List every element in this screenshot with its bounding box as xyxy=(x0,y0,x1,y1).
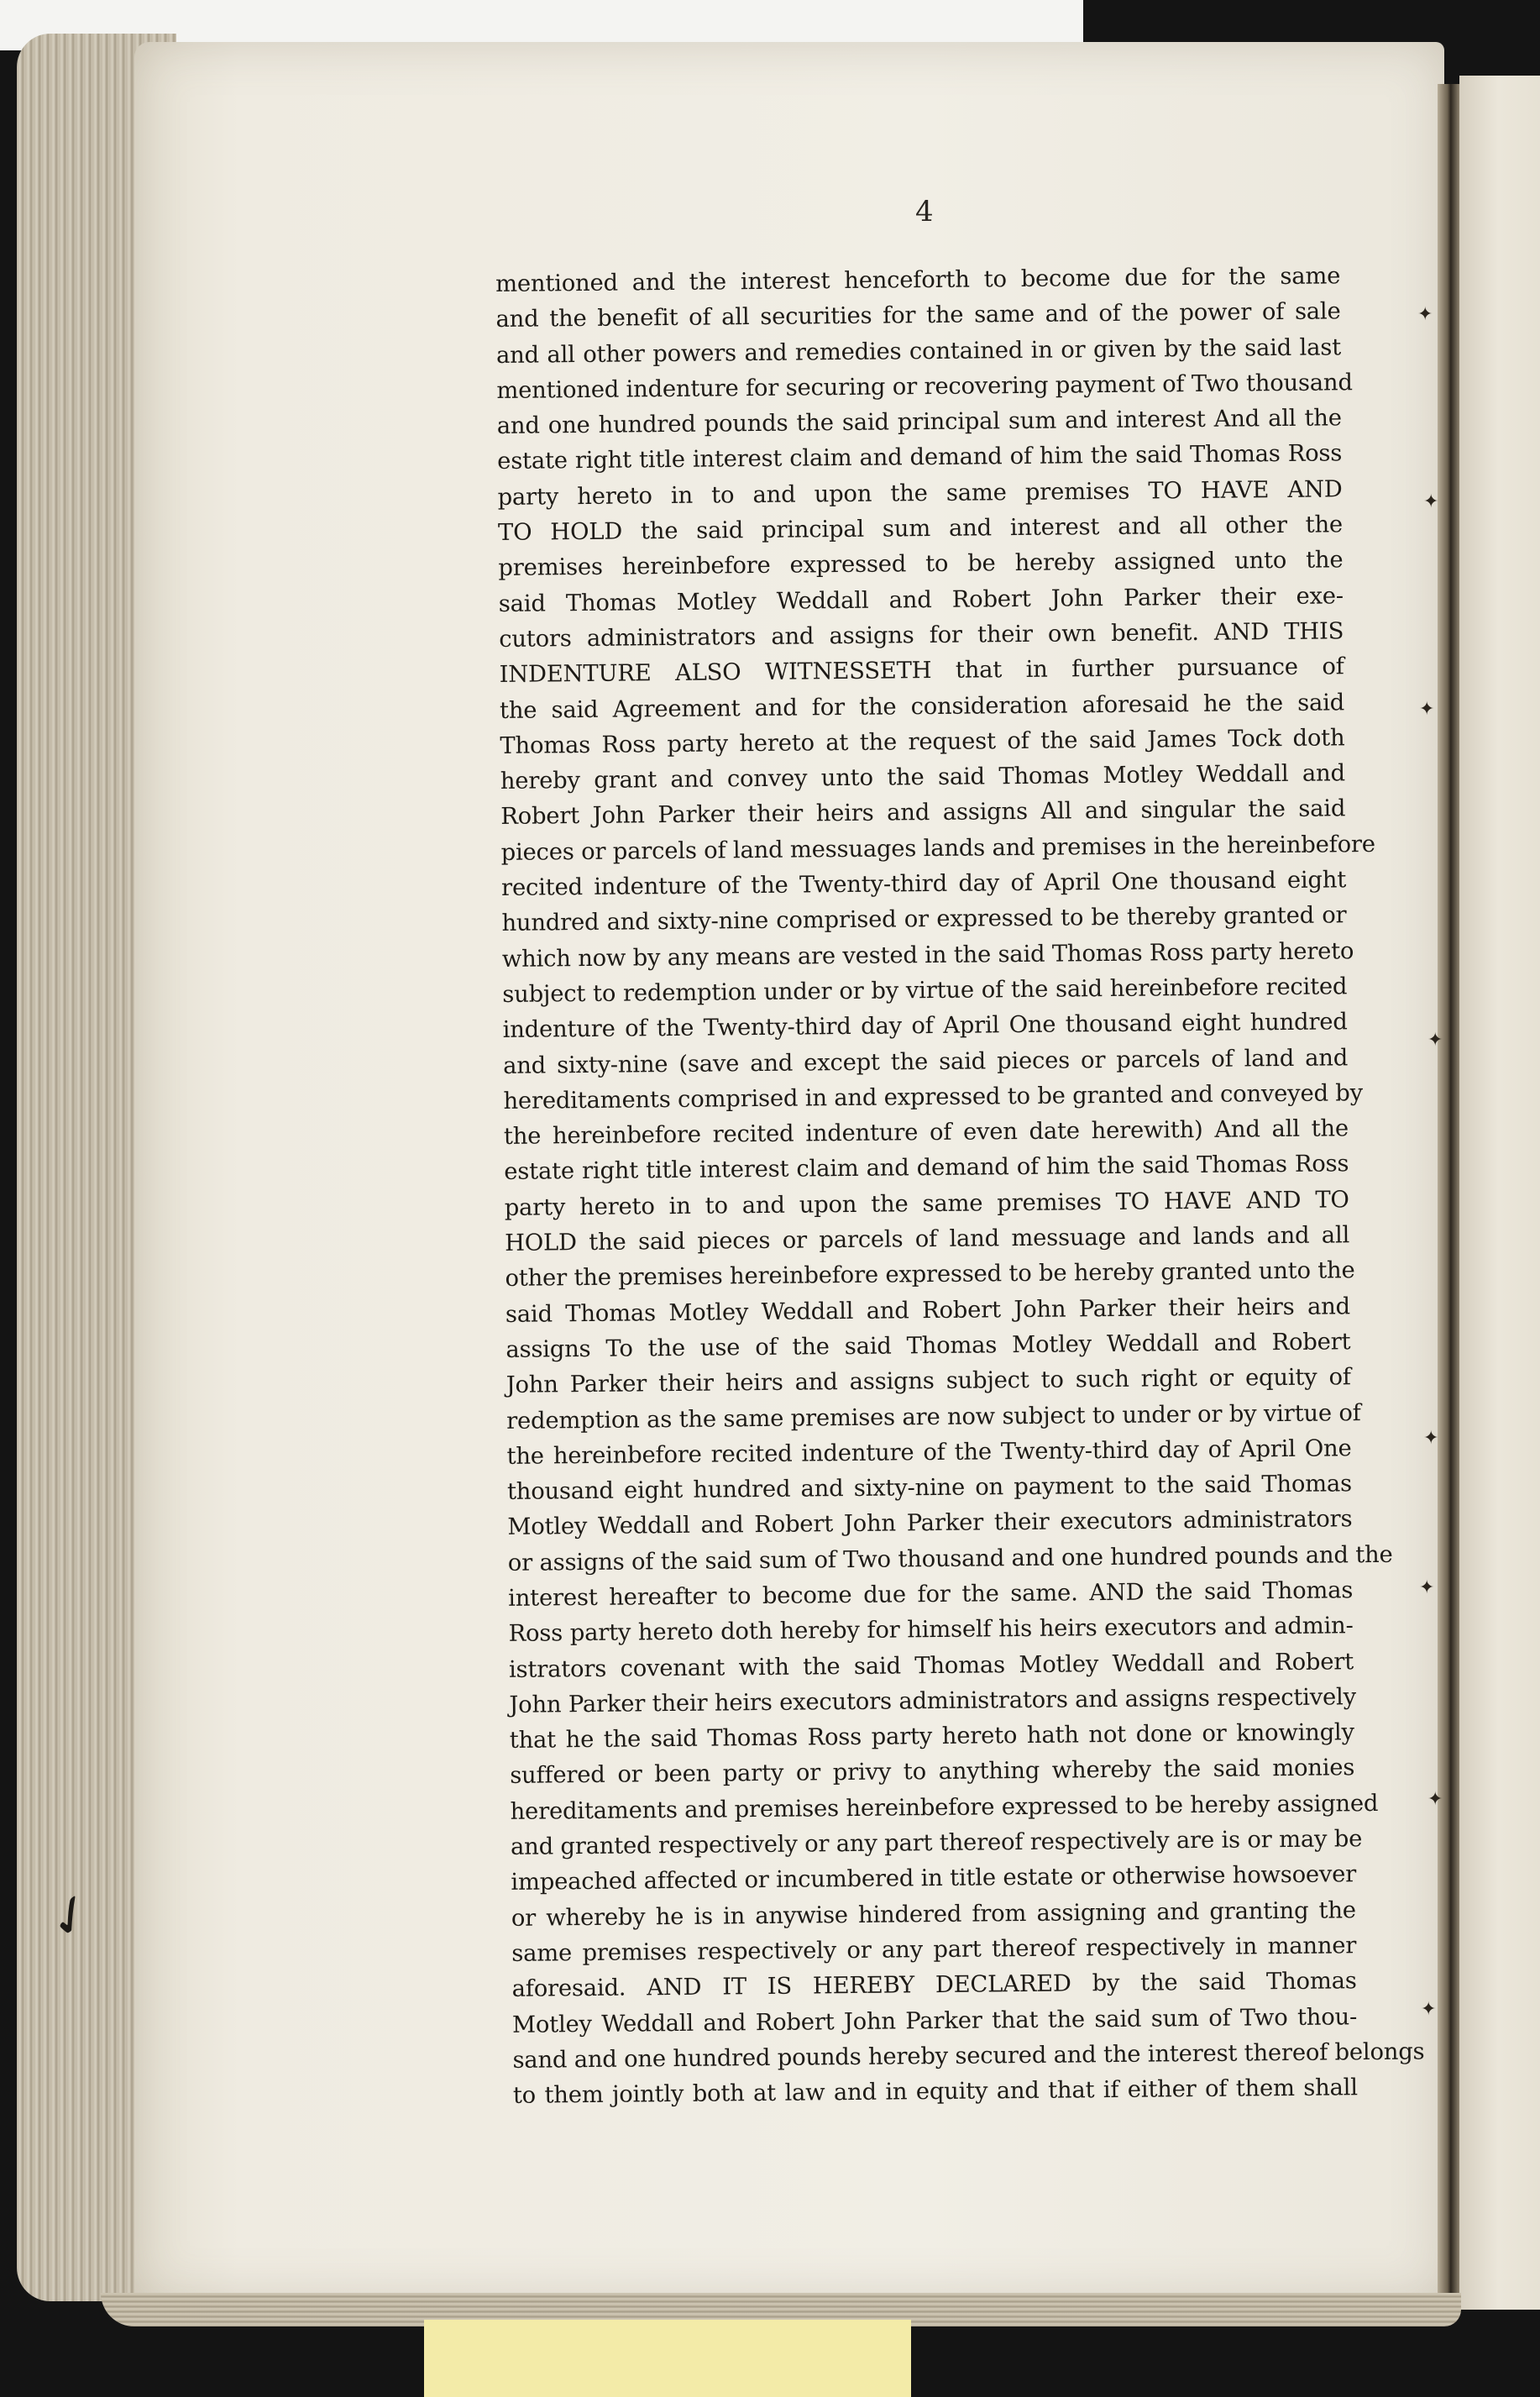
text-line: INDENTURE ALSO WITNESSETH that in further pursuance of xyxy=(499,653,1344,689)
text-line: said Thomas Motley Weddall and Robert John Parker their exe- xyxy=(498,582,1344,617)
text-line: hereditaments and premises hereinbefore expressed to be hereby assigned xyxy=(510,1790,1379,1825)
page-number: 4 xyxy=(915,195,934,228)
text-line: or assigns of the said sum of Two thousand and one hundred pounds and the xyxy=(507,1541,1393,1576)
text-line: istrators covenant with the said Thomas Motley Weddall and Robert xyxy=(508,1648,1354,1683)
text-line: cutors administrators and assigns for their own benefit. AND THIS xyxy=(499,618,1344,653)
text-line: hereby grant and convey unto the said Thomas Motley Weddall and xyxy=(500,760,1345,795)
text-line: the hereinbefore recited indenture of the Twenty-third day of April One xyxy=(506,1435,1352,1470)
text-line: suffered or been party or privy to anything whereby the said monies xyxy=(510,1754,1355,1790)
text-line: and the benefit of all securities for the same and of the power of sale xyxy=(495,298,1341,333)
text-line: indenture of the Twenty-third day of April One thousand eight hundred xyxy=(502,1009,1348,1044)
text-line: John Parker their heirs executors administrators and assigns respectively xyxy=(509,1684,1357,1718)
text-line: to them jointly both at law and in equity and that if either of them shall xyxy=(512,2074,1359,2110)
text-line: Ross party hereto doth hereby for himself his heirs executors and admin- xyxy=(508,1613,1354,1648)
text-line: Motley Weddall and Robert John Parker that the said sum of Two thou- xyxy=(511,2003,1358,2038)
text-line: Thomas Ross party hereto at the request of the said James Tock doth xyxy=(500,725,1345,759)
text-line: John Parker their heirs and assigns subject to such right or equity of xyxy=(505,1364,1351,1399)
facing-page-edge xyxy=(1459,76,1540,2310)
text-line: Motley Weddall and Robert John Parker their executors administrators xyxy=(507,1506,1353,1541)
text-line: subject to redemption under or by virtue of the said hereinbefore recited xyxy=(502,973,1348,1008)
text-line: pieces or parcels of land messuages lands and premises in the hereinbefore xyxy=(500,831,1375,866)
text-line: recited indenture of the Twenty-third day of April One thousand eight xyxy=(500,867,1347,902)
text-line: estate right title interest claim and demand of him the said Thomas Ross xyxy=(497,440,1343,475)
text-line: mentioned and the interest henceforth to become due for the same xyxy=(495,263,1341,297)
text-line: impeached affected or incumbered in title estate or otherwise howsoever xyxy=(511,1861,1357,1896)
text-line: TO HOLD the said principal sum and interest and all other the xyxy=(497,511,1344,547)
text-line: premises hereinbefore expressed to be hereby assigned unto the xyxy=(498,547,1344,582)
text-line: other the premises hereinbefore expressed to be hereby granted unto the xyxy=(505,1257,1355,1293)
text-line: and all other powers and remedies contained in or given by the said last xyxy=(495,333,1342,369)
text-line: Robert John Parker their heirs and assigns All and singular the said xyxy=(500,795,1346,831)
text-line: thousand eight hundred and sixty-nine on payment to the said Thomas xyxy=(506,1471,1353,1506)
text-line: that he the said Thomas Ross party hereto hath not done or knowingly xyxy=(509,1719,1354,1754)
book-gutter xyxy=(1438,84,1459,2301)
binding-thread-icon: ✦ xyxy=(1423,491,1439,512)
text-line: which now by any means are vested in the said Thomas Ross party hereto xyxy=(501,937,1354,973)
text-line: mentioned indenture for securing or recovering payment of Two thousand xyxy=(496,370,1353,404)
binding-thread-icon: ✦ xyxy=(1419,699,1435,720)
text-line: the said Agreement and for the consideration aforesaid he the said xyxy=(499,689,1345,724)
text-line: hundred and sixty-nine comprised or expressed to be thereby granted or xyxy=(501,902,1347,937)
text-line: party hereto in to and upon the same premises TO HAVE AND TO xyxy=(504,1187,1349,1221)
text-line: sand and one hundred pounds hereby secured and the interest thereof belongs xyxy=(512,2038,1425,2074)
text-line: interest hereafter to become due for the same. AND the said Thomas xyxy=(508,1577,1354,1612)
binding-thread-icon: ✦ xyxy=(1421,1999,1437,2020)
binding-thread-icon: ✦ xyxy=(1419,1577,1435,1598)
binding-thread-icon: ✦ xyxy=(1423,1428,1439,1449)
text-line: redemption as the same premises are now subject to under or by virtue of xyxy=(506,1399,1361,1435)
text-line: estate right title interest claim and demand of him the said Thomas Ross xyxy=(504,1151,1349,1186)
text-line: assigns To the use of the said Thomas Motley Weddall and Robert xyxy=(505,1329,1351,1363)
text-line: same premises respectively or any part thereof respectively in manner xyxy=(511,1933,1357,1967)
text-line: and granted respectively or any part thereof respectively are is or may be xyxy=(510,1826,1363,1860)
binding-thread-icon: ✦ xyxy=(1417,304,1433,325)
text-line: hereditaments comprised in and expressed to be granted and conveyed by xyxy=(503,1079,1364,1115)
deed-body-text xyxy=(495,259,1425,2114)
text-line: or whereby he is in anywise hindered from assigning and granting the xyxy=(511,1896,1356,1932)
text-line: party hereto in to and upon the same premises TO HAVE AND xyxy=(497,476,1343,511)
text-line: the hereinbefore recited indenture of even date herewith) And all the xyxy=(503,1115,1349,1151)
binding-thread-icon: ✦ xyxy=(1427,1789,1443,1810)
text-line: and one hundred pounds the said principal sum and interest And all the xyxy=(496,405,1342,440)
text-line: and sixty-nine (save and except the said pieces or parcels of land and xyxy=(502,1044,1349,1079)
pencil-tick-mark-icon: ✓ xyxy=(36,1878,107,1955)
binding-thread-icon: ✦ xyxy=(1427,1030,1443,1051)
text-line: aforesaid. AND IT IS HEREBY DECLARED by the said Thomas xyxy=(511,1968,1357,2003)
text-line: HOLD the said pieces or parcels of land messuage and lands and all xyxy=(505,1222,1350,1256)
paper-bookmark-tab xyxy=(424,2320,911,2397)
text-line: said Thomas Motley Weddall and Robert John Parker their heirs and xyxy=(505,1293,1351,1328)
